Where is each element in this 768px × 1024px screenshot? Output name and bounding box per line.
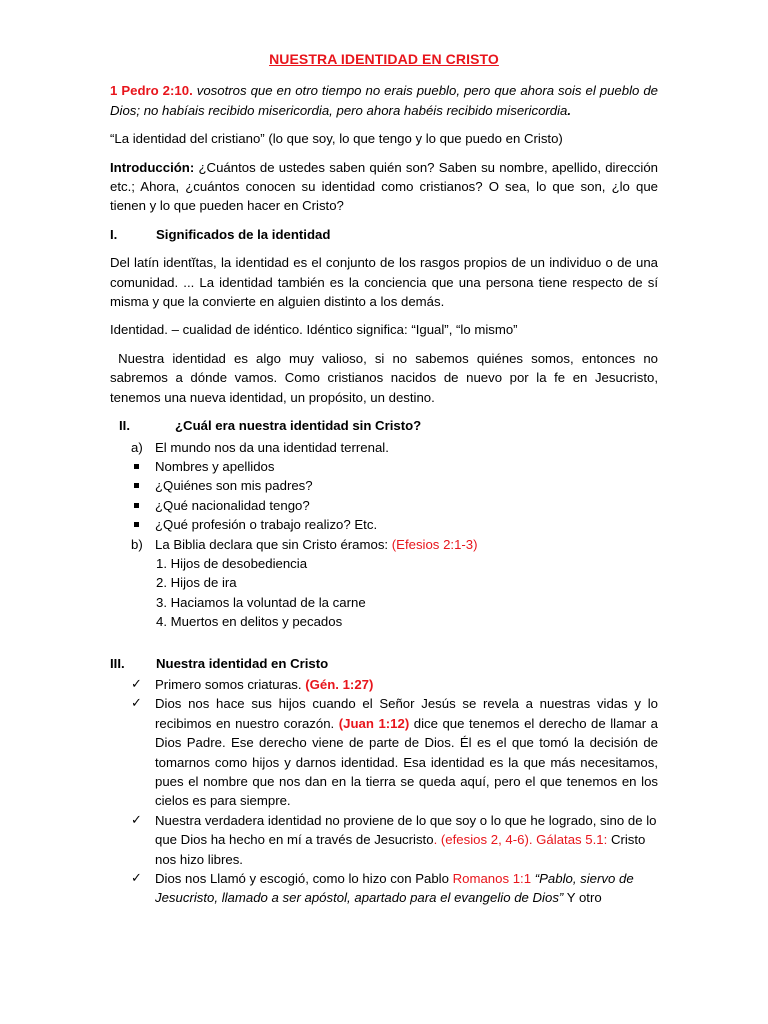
list-text: El mundo nos da una identidad terrenal. [155, 439, 389, 455]
check-text-body: Primero somos criaturas. [155, 676, 306, 692]
verse-paragraph [110, 81, 658, 120]
numbered-item: 4. Muertos en delitos y pecados [156, 614, 343, 630]
scripture-reference: (Efesios 2:1-3) [391, 536, 478, 552]
list-text-body: La Biblia declara que sin Cristo éramos: [155, 536, 392, 552]
checkmark-icon: ✓ [131, 676, 142, 692]
list-item [131, 535, 658, 554]
bullet-text: ¿Qué profesión o trabajo realizo? Etc. [155, 517, 378, 533]
check-item [131, 675, 658, 694]
bullet-text: ¿Qué nacionalidad tengo? [155, 497, 310, 513]
section-3-heading [110, 654, 658, 673]
section-title: ¿Cuál era nuestra identidad sin Cristo? [175, 418, 422, 434]
check-item [131, 694, 658, 810]
bullet-item [131, 515, 658, 534]
section-number: II. [119, 418, 130, 434]
bullet-text: ¿Quiénes son mis padres? [155, 478, 313, 494]
intro-label: Introducción: [110, 159, 195, 175]
square-bullet-icon [134, 503, 139, 508]
section-1-paragraph: Nuestra identidad es algo muy valioso, si no sabemos quiénes somos, entonces no sabremos a dónde vamos. Como cristianos nacidos de nuevo por la fe en Jesucristo, tenemos una nueva identidad, un propósito, un destino. [110, 350, 662, 405]
scripture-reference: Romanos 1:1 [452, 871, 532, 887]
list-marker: b) [131, 536, 143, 552]
scripture-reference: . (efesios 2, 4-6). Gálatas 5.1: [433, 832, 608, 848]
check-text-body: Cristo nos hizo libres. [155, 832, 646, 867]
section-number: I. [110, 226, 118, 242]
square-bullet-icon [134, 522, 139, 527]
numbered-item: 3. Haciamos la voluntad de la carne [156, 594, 366, 610]
check-text-body: Nuestra verdadera identidad no proviene de lo que soy o lo que he logrado, sino de lo que Dios ha hecho en mí a través de Jesucristo [155, 812, 657, 848]
check-text [155, 869, 658, 908]
verse-end: . [567, 102, 572, 118]
bullet-text: Nombres y apellidos [155, 458, 275, 474]
intro-paragraph [110, 158, 658, 216]
document-page [110, 46, 662, 908]
checkmark-icon: ✓ [131, 812, 142, 828]
scripture-reference: (Juan 1:12) [338, 715, 410, 731]
list-marker: a) [131, 439, 143, 455]
section-number: III. [110, 655, 125, 671]
check-text [155, 675, 658, 694]
bullet-item [131, 457, 658, 476]
list-text [155, 535, 658, 554]
verse-text: vosotros que en otro tiempo no erais pueblo, pero que ahora sois el pueblo de Dios; no habíais recibido misericordia, pero ahora habéis recibido misericordia [110, 83, 659, 118]
section-title: Nuestra identidad en Cristo [156, 655, 329, 671]
page-title: NUESTRA IDENTIDAD EN CRISTO [269, 51, 499, 67]
check-item [131, 811, 658, 869]
numbered-item: 2. Hijos de ira [156, 575, 237, 591]
bullet-item [131, 476, 658, 495]
scripture-reference: (Gén. 1:27) [305, 676, 374, 692]
check-text-body: dice que tenemos el derecho de llamar a Dios Padre. Ese derecho viene de parte de Dios. Él es el que tomó la decisión de tomarnos como hijos y darnos identidad. Esa identidad es la que más necesitamos, pues el nombre que nos dan en la tierra se queda aquí, pero el que tenemos en los cielos es para siempre. [155, 715, 658, 809]
square-bullet-icon [134, 464, 139, 469]
section-1-heading [110, 225, 658, 244]
section-1-paragraph: Del latín identĭtas, la identidad es el conjunto de los rasgos propios de un individuo o de una comunidad. ... La identidad también es la conciencia que una persona tiene respecto de sí misma y que la convierte en alguien distinto a los demás. [110, 255, 658, 310]
section-1-definition: Identidad. – cualidad de idéntico. Idéntico significa: “Igual”, “lo mismo” [110, 322, 518, 338]
subtitle: “La identidad del cristiano” (lo que soy, lo que tengo y lo que puedo en Cristo) [110, 131, 563, 147]
quoted-verse: “Pablo, siervo de Jesucristo, llamado a ser apóstol, apartado para el evangelio de Dios” [155, 871, 634, 906]
bullet-item [131, 496, 658, 515]
numbered-item: 1. Hijos de desobediencia [156, 555, 308, 571]
section-2-heading [119, 416, 658, 435]
check-text [155, 811, 658, 869]
check-text-body: Dios nos Llamó y escogió, como lo hizo con Pablo [155, 871, 453, 887]
verse-reference: 1 Pedro 2:10. [110, 83, 193, 99]
section-title: Significados de la identidad [156, 226, 331, 242]
intro-text: ¿Cuántos de ustedes saben quién son? Saben su nombre, apellido, dirección etc.; Ahora, ¿cuántos conocen su identidad como cristianos? O sea, lo que son, ¿lo que tienen y lo que pueden hacer en Cristo? [110, 159, 658, 214]
check-item [131, 869, 658, 908]
check-text [155, 694, 658, 810]
checkmark-icon: ✓ [131, 871, 142, 887]
square-bullet-icon [134, 483, 139, 488]
check-text-body: Y otro [563, 890, 602, 906]
checkmark-icon: ✓ [131, 696, 142, 712]
check-text-body: Dios nos hace sus hijos cuando el Señor Jesús se revela a nuestras vidas y lo recibimos en nuestro corazón. [155, 696, 658, 731]
list-item [131, 438, 658, 457]
